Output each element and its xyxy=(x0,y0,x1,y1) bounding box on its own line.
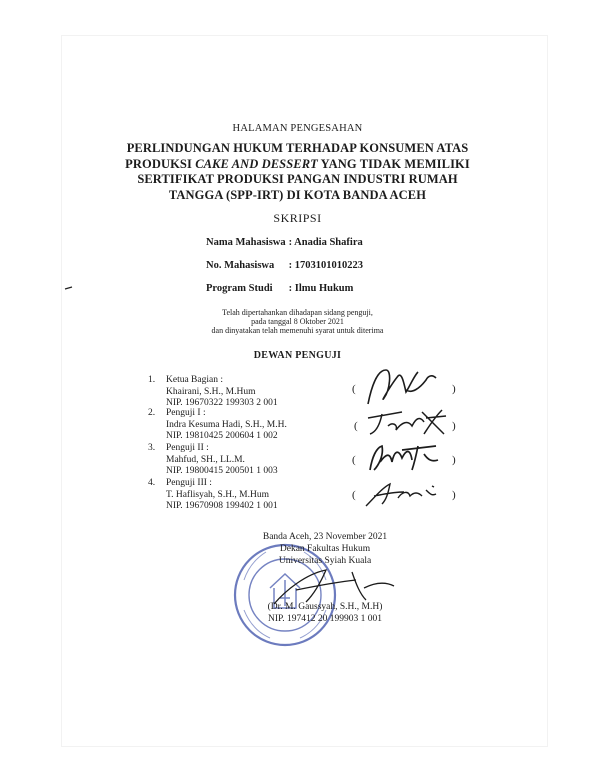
title-line-1: PERLINDUNGAN HUKUM TERHADAP KONSUMEN ATAS xyxy=(126,141,469,155)
signature-bracket-open: ( xyxy=(354,420,358,432)
signature-bracket-close: ) xyxy=(452,454,456,466)
student-id-label: No. Mahasiswa xyxy=(206,260,275,271)
examiner-nip: NIP. 19800415 200501 1 003 xyxy=(166,466,278,476)
study-program-label: Program Studi xyxy=(206,283,273,294)
approval-heading: HALAMAN PENGESAHAN xyxy=(232,123,363,134)
dean-title: Dekan Fakultas Hukum xyxy=(279,544,371,554)
dean-name: (Dr. M. Gaussyah, S.H., M.H) xyxy=(267,602,383,612)
title-line-3: SERTIFIKAT PRODUKSI PANGAN INDUSTRI RUMAH xyxy=(137,172,458,186)
defense-note-1: Telah dipertahankan dihadapan sidang penguji, xyxy=(222,308,373,317)
examiner-role: Penguji I : xyxy=(166,408,206,418)
signature-bracket-open: ( xyxy=(352,383,356,395)
title-line-4: TANGGA (SPP-IRT) DI KOTA BANDA ACEH xyxy=(168,187,427,202)
examiner-board-title: DEWAN PENGUJI xyxy=(253,350,342,361)
title-line-2: PRODUKSI CAKE AND DESSERT YANG TIDAK MEMILIKI xyxy=(125,156,470,171)
examiner-nip: NIP. 19670322 199303 2 001 xyxy=(166,398,278,408)
signature-3 xyxy=(362,440,442,476)
signature-bracket-open: ( xyxy=(352,454,356,466)
examiner-name: Khairani, S.H., M.Hum xyxy=(166,386,256,397)
signature-bracket-close: ) xyxy=(452,383,456,395)
student-name-row xyxy=(206,237,363,248)
examiner-name: Indra Kesuma Hadi, S.H., M.H. xyxy=(166,419,287,430)
dean-place-date: Banda Aceh, 23 November 2021 xyxy=(262,532,388,542)
defense-note-2: pada tanggal 8 Oktober 2021 xyxy=(251,317,344,326)
dean-university: Universitas Syiah Kuala xyxy=(278,556,372,566)
dean-nip: NIP. 197412 20 199903 1 001 xyxy=(267,614,382,624)
thesis-title xyxy=(0,141,595,203)
stray-mark xyxy=(64,285,74,291)
signature-1 xyxy=(360,364,440,408)
student-id-row xyxy=(206,260,363,271)
examiner-nip: NIP. 19810425 200604 1 002 xyxy=(166,431,278,441)
examiner-role: Penguji II : xyxy=(166,443,209,453)
student-name-value: : Anadia Shafira xyxy=(288,237,363,248)
examiner-role: Ketua Bagian : xyxy=(166,375,223,385)
study-program-value: : Ilmu Hukum xyxy=(288,283,354,294)
study-program-row xyxy=(206,283,353,294)
signature-2 xyxy=(362,404,450,440)
examiner-role: Penguji III : xyxy=(166,478,212,488)
defense-note-3: dan dinyatakan telah memenuhi syarat untuk diterima xyxy=(211,326,384,335)
signature-bracket-close: ) xyxy=(452,420,456,432)
signature-4 xyxy=(360,478,444,510)
examiner-name: Mahfud, SH., LL.M. xyxy=(166,454,245,465)
signature-bracket-close: ) xyxy=(452,489,456,501)
document-type: SKRIPSI xyxy=(273,211,322,225)
student-name-label: Nama Mahasiswa xyxy=(206,237,286,248)
student-id-value: : 1703101010223 xyxy=(288,260,363,271)
examiner-name: T. Haflisyah, S.H., M.Hum xyxy=(166,489,269,500)
examiner-nip: NIP. 19670908 199402 1 001 xyxy=(166,501,278,511)
signature-bracket-open: ( xyxy=(352,489,356,501)
